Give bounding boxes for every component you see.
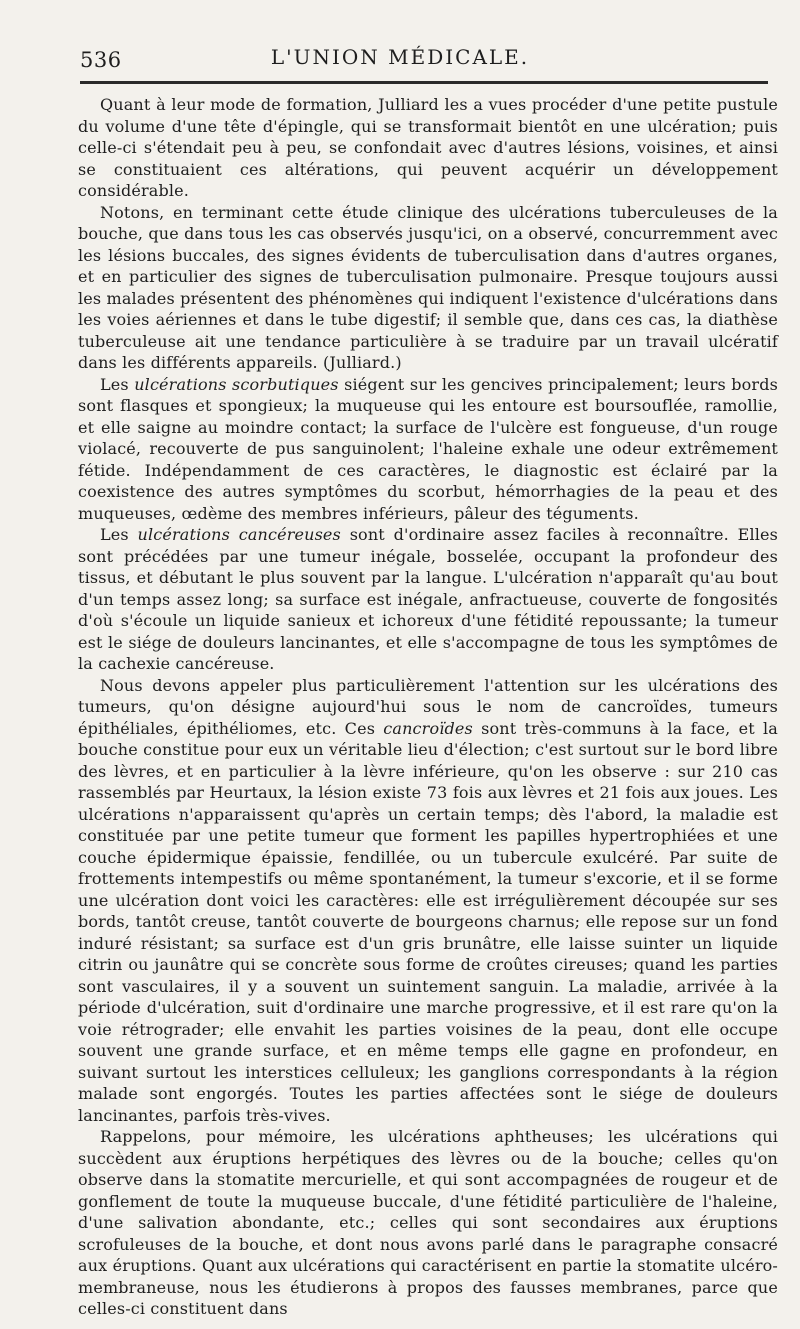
paragraph: [78, 1126, 778, 1320]
text-segment: Les: [100, 374, 135, 394]
page-number: 536: [80, 48, 122, 72]
text-segment: Notons, en terminant cette étude clinique des ulcérations tuberculeuses de la bouche, que dans tous les cas observés jusqu'ici, on a observé, concurremment avec les lésions buccales, des signes évidents de tuberculisation dans d'autres organes, et en particulier des signes de tuberculisation pulmonaire. Presque toujours aussi les malades présentent des phénomènes qui indiquent l'existence d'ulcérations dans les voies aériennes et dans le tube digestif; il semble que, dans ces cas, la diathèse tuberculeuse ait une tendance particulière à se traduire par un travail ulcératif dans les différents appareils. (Julliard.): [78, 202, 778, 372]
page-header: [0, 0, 800, 90]
text-segment: sont très-communs à la face, et la bouche constitue pour eux un véritable lieu d'élection; c'est surtout sur le bord libre des lèvres, et en particulier à la lèvre inférieure, qu'on les observe : sur 210 cas rassemblés par Heurtaux, la lésion existe 73 fois aux lèvres et 21 fois aux joues. Les ulcérations n'apparaissent qu'après un certain temps; dès l'abord, la maladie est constituée par une petite tumeur que forment les papilles hypertrophiées et une couche épidermique épaissie, fendillée, ou un tubercule exulcéré. Par suite de frottements intempestifs ou même spontanément, la tumeur s'excorie, et il se forme une ulcération dont voici les caractères: elle est irrégulièrement découpée sur ses bords, tantôt creuse, tantôt couverte de bourgeons charnus; elle repose sur un fond induré résistant; sa surface est d'un gris brunâtre, elle laisse suinter un liquide citrin ou jaunâtre qui se concrète sous forme de croûtes cireuses; quand les parties sont vasculaires, il y a souvent un suintement sanguin. La maladie, arrivée à la période d'ulcération, suit d'ordinaire une marche progressive, et il est rare qu'on la voie rétrograder; elle envahit les parties voisines de la peau, dont elle occupe souvent une grande surface, et en même temps elle gagne en profondeur, en suivant surtout les interstices celluleux; les ganglions correspondants à la région malade sont engorgés. Toutes les parties affectées sont le siége de douleurs lancinantes, parfois très-vives.: [78, 718, 778, 1125]
paragraph: [78, 202, 778, 374]
running-title: L'UNION MÉDICALE.: [270, 45, 530, 69]
italic-term: ulcérations scorbutiques: [134, 374, 339, 394]
italic-term: ulcérations cancéreuses: [137, 525, 341, 544]
italic-term: cancroïdes: [383, 718, 473, 738]
paragraph: [78, 374, 778, 525]
text-segment: siégent sur les gencives principalement; leurs bords sont flasques et spongieux; la muqueuse qui les entoure est boursouflée, ramollie, et elle saigne au moindre contact; la surface de l'ulcère est fongueuse, d'un rouge violacé, recouverte de pus sanguinolent; l'haleine exhale une odeur extrêmement fétide. Indépendamment de ces caractères, le diagnostic est éclairé par la coexistence des autres symptômes du scorbut, hémorrhagies de la peau et des muqueuses, œdème des membres inférieurs, pâleur des téguments.: [78, 374, 778, 523]
paragraph: [78, 675, 778, 1127]
paragraph: [78, 524, 778, 675]
text-segment: Les: [100, 525, 138, 544]
text-segment: Nous devons appeler plus particulièrement l'attention sur les ulcérations des tumeurs, qu'on désigne aujourd'hui sous le nom de cancroïdes, tumeurs épithéliales, épithéliomes, etc. Ces: [78, 675, 778, 738]
paragraph: [78, 94, 778, 202]
text-segment: Quant à leur mode de formation, Julliard les a vues procéder d'une petite pustule du volume d'une tête d'épingle, qui se transformait bientôt en une ulcération; puis celle-ci s'étendait peu à peu, se confondait avec d'autres lésions, voisines, et ainsi se constituaient ces altérations, qui peuvent acquérir un développement considérable.: [78, 95, 778, 200]
header-rule: [80, 81, 768, 84]
text-segment: sont d'ordinaire assez faciles à reconnaître. Elles sont précédées par une tumeur inégale, bosselée, occupant la profondeur des tissus, et débutant le plus souvent par la langue. L'ulcération n'apparaît qu'au bout d'un temps assez long; sa surface est inégale, anfractueuse, couverte de fongosités d'où s'écoule un liquide sanieux et ichoreux d'une fétidité repoussante; la tumeur est le siége de douleurs lancinantes, et elle s'accompagne de tous les symptômes de la cachexie cancéreuse.: [78, 525, 779, 673]
text-segment: Rappelons, pour mémoire, les ulcérations aphtheuses; les ulcérations qui succèdent aux éruptions herpétiques des lèvres ou de la bouche; celles qu'on observe dans la stomatite mercurielle, et qui sont accompagnées de rougeur et de gonflement de toute la muqueuse buccale, d'une fétidité particulière de l'haleine, d'une salivation abondante, etc.; celles qui sont secondaires aux éruptions scrofuleuses de la bouche, et dont nous avons parlé dans le paragraphe consacré aux éruptions. Quant aux ulcérations qui caractérisent en partie la stomatite ulcéro-membraneuse, nous les étudierons à propos des fausses membranes, parce que celles-ci constituent dans: [78, 1127, 778, 1318]
body-text: [78, 94, 778, 1320]
